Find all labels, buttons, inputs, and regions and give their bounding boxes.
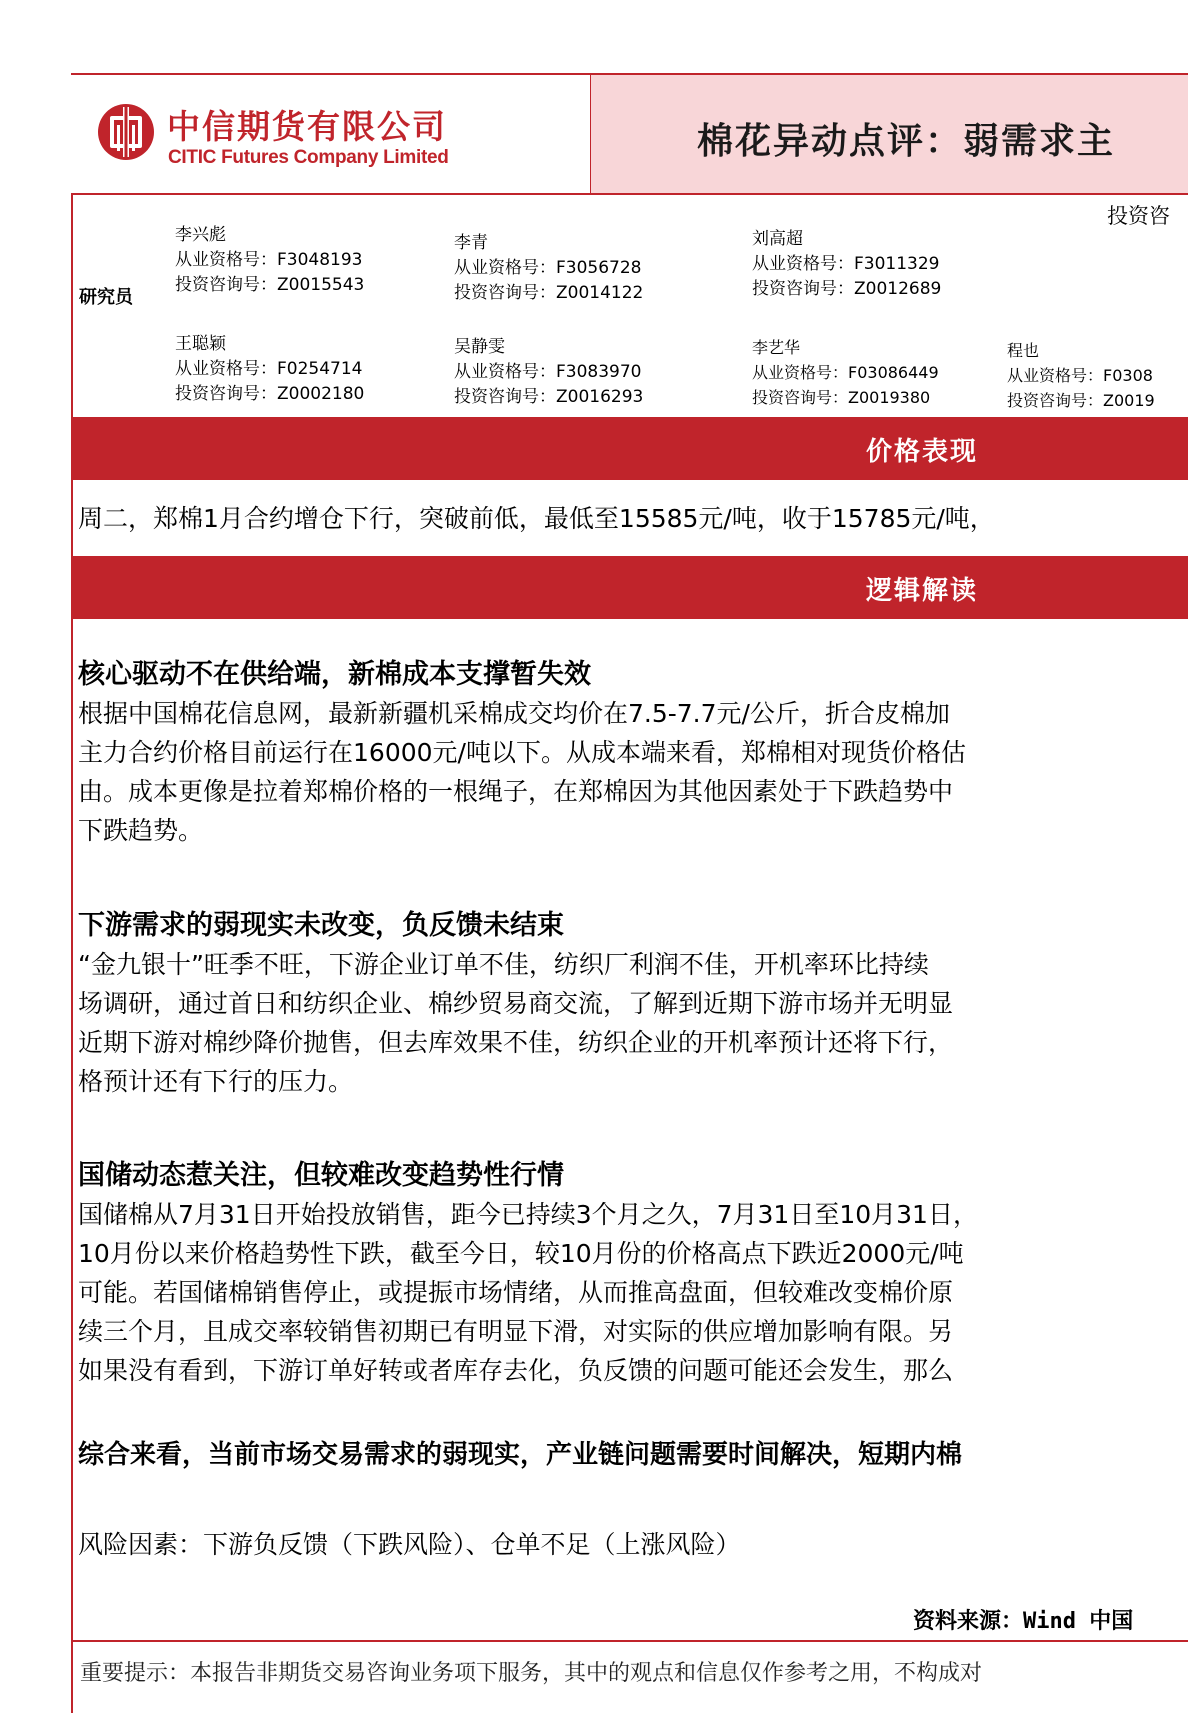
risk-text: 风险因素：下游负反馈（下跌风险）、仓单不足（上涨风险）: [78, 1530, 741, 1559]
role-label: 研究员: [79, 287, 133, 308]
analyst-card: [454, 231, 643, 306]
summary-text: 综合来看，当前市场交易需求的弱现实，产业链问题需要时间解决，短期内棉: [78, 1440, 963, 1470]
report-title: 棉花异动点评：弱需求主: [697, 121, 1116, 162]
analyst-card: [1007, 338, 1155, 413]
section-title-logic: 逻辑解读: [866, 576, 979, 606]
block-line: 主力合约价格目前运行在16000元/吨以下。从成本端来看，郑棉相对现货价格估: [78, 738, 966, 767]
block-line: 下跌趋势。: [78, 816, 204, 845]
section-title-price: 价格表现: [866, 437, 979, 467]
analyst-name: 刘高超: [752, 229, 803, 249]
block-line: 可能。若国储棉销售停止，或提振市场情绪，从而推高盘面，但较难改变棉价原: [78, 1278, 954, 1307]
section-bar-logic: [71, 556, 1188, 619]
analyst-name: 程也: [1007, 341, 1040, 360]
analyst-consult: 投资咨询号：Z0002180: [175, 384, 365, 404]
analyst-qual: 从业资格号：F03086449: [752, 363, 939, 382]
block-line: 根据中国棉花信息网，最新新疆机采棉成交均价在7.5-7.7元/公斤，折合皮棉加: [78, 699, 950, 728]
block-heading: 国储动态惹关注，但较难改变趋势性行情: [78, 1160, 564, 1191]
invest-note: 投资咨: [1107, 204, 1170, 228]
logic-block: [78, 1156, 978, 1390]
logic-block: [78, 906, 953, 1101]
analyst-name: 李青: [454, 233, 488, 253]
analyst-consult: 投资咨询号：Z0015543: [175, 275, 365, 295]
block-line: 场调研，通过首日和纺织企业、棉纱贸易商交流，了解到近期下游市场并无明显: [78, 989, 954, 1018]
analyst-card: [752, 227, 941, 302]
block-heading: 下游需求的弱现实未改变，负反馈未结束: [78, 910, 564, 941]
analyst-consult: 投资咨询号：Z0014122: [454, 283, 644, 303]
analyst-card: [175, 223, 364, 298]
logic-block: [78, 655, 966, 850]
block-line: 续三个月，且成交率较销售初期已有明显下滑，对实际的供应增加影响有限。另: [78, 1317, 954, 1346]
price-summary: 周二，郑棉1月合约增仓下行，突破前低，最低至15585元/吨，收于15785元/吨，: [78, 504, 995, 533]
logo-block: [71, 75, 591, 193]
block-line: 近期下游对棉纱降价抛售，但去库效果不佳，纺织企业的开机率预计还将下行，: [78, 1028, 954, 1057]
analyst-name: 吴静雯: [454, 337, 505, 357]
analyst-consult: 投资咨询号：Z0012689: [752, 279, 942, 299]
analyst-consult: 投资咨询号：Z0016293: [454, 387, 644, 407]
block-line: 格预计还有下行的压力。: [78, 1067, 354, 1096]
analyst-qual: 从业资格号：F0308: [1007, 366, 1153, 385]
block-line: 如果没有看到，下游订单好转或者库存去化，负反馈的问题可能还会发生，那么: [78, 1356, 954, 1385]
analyst-card: [454, 335, 643, 410]
analyst-card: [175, 332, 364, 407]
analyst-name: 王聪颖: [175, 334, 226, 354]
citic-logo-icon: [97, 103, 155, 161]
block-heading: 核心驱动不在供给端，新棉成本支撑暂失效: [78, 659, 591, 690]
block-line: 国储棉从7月31日开始投放销售，距今已持续3个月之久，7月31日至10月31日，: [78, 1200, 978, 1229]
analyst-consult: 投资咨询号：Z0019380: [752, 388, 931, 407]
analyst-qual: 从业资格号：F3048193: [175, 250, 363, 270]
block-line: 由。成本更像是拉着郑棉价格的一根绳子，在郑棉因为其他因素处于下跌趋势中: [78, 777, 954, 806]
bottom-divider: [71, 1640, 1188, 1642]
company-name-cn: 中信期货有限公司: [167, 107, 447, 146]
source-text: 资料来源：Wind 中国: [913, 1609, 1134, 1634]
analyst-qual: 从业资格号：F3011329: [752, 254, 940, 274]
analyst-section: [71, 195, 1188, 417]
analyst-qual: 从业资格号：F0254714: [175, 359, 363, 379]
notice-text: 重要提示：本报告非期货交易咨询业务项下服务，其中的观点和信息仅作参考之用，不构成对: [80, 1661, 983, 1686]
section-bar-price: [71, 417, 1188, 480]
analyst-qual: 从业资格号：F3083970: [454, 362, 642, 382]
company-name-en: CITIC Futures Company Limited: [168, 147, 449, 168]
block-line: “金九银十”旺季不旺，下游企业订单不佳，纺织厂利润不佳，开机率环比持续: [78, 950, 929, 979]
analyst-card: [752, 335, 939, 410]
block-line: 10月份以来价格趋势性下跌，截至今日，较10月份的价格高点下跌近2000元/吨: [78, 1239, 964, 1268]
analyst-name: 李兴彪: [175, 225, 226, 245]
analyst-name: 李艺华: [752, 338, 801, 357]
title-block: [591, 75, 1188, 193]
analyst-consult: 投资咨询号：Z0019: [1007, 391, 1155, 410]
report-header: [71, 75, 1188, 195]
analyst-qual: 从业资格号：F3056728: [454, 258, 642, 278]
